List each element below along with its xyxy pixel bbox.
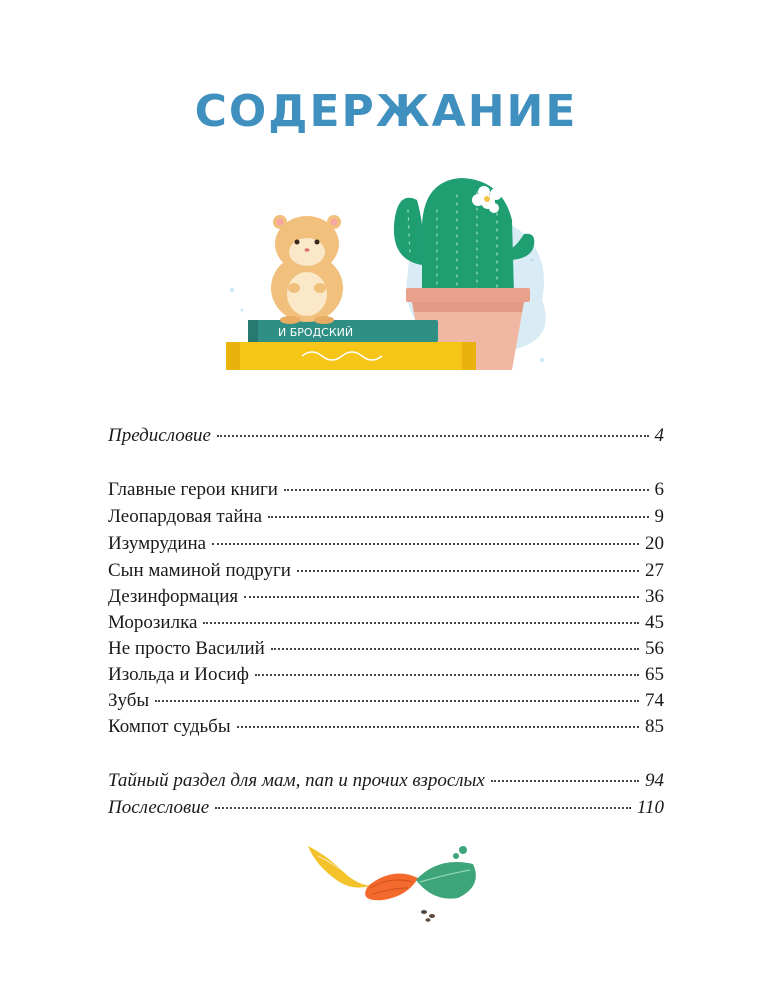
dot-leader	[212, 543, 639, 545]
toc-entry-chapter[interactable]	[108, 636, 664, 662]
toc-entry-page: 74	[645, 690, 664, 711]
toc-entry-label: Морозилка	[108, 612, 198, 633]
toc-entry-label: Предисловие	[108, 425, 211, 446]
book-spine-text: И БРОДСКИЙ	[278, 326, 354, 339]
toc-entry-outro[interactable]	[108, 795, 664, 821]
toc-entry-outro[interactable]	[108, 768, 664, 794]
toc-entry-page: 94	[645, 770, 664, 791]
toc-entry-chapter[interactable]	[108, 477, 664, 503]
page-title: СОДЕРЖАНИЕ	[194, 86, 578, 137]
toc-entry-page: 20	[645, 533, 664, 554]
dot-leader	[284, 489, 649, 491]
toc-entry-label: Изумрудина	[108, 533, 207, 554]
toc-entry-page: 9	[654, 506, 664, 527]
dot-leader	[268, 516, 648, 518]
toc-entry-chapter[interactable]	[108, 662, 664, 688]
toc-entry-page: 36	[645, 586, 664, 607]
toc-entry-page: 85	[645, 716, 664, 737]
hamster-icon	[271, 215, 343, 324]
toc-entry-chapter[interactable]	[108, 558, 664, 584]
toc-entry-page: 6	[654, 479, 664, 500]
seeds-icon	[421, 910, 435, 922]
toc-entry-page: 27	[645, 560, 664, 581]
toc-entry-page: 4	[654, 425, 664, 446]
toc-entry-label: Компот судьбы	[108, 716, 231, 737]
toc-entry-label: Изольда и Иосиф	[108, 664, 249, 685]
toc-entry-page: 56	[645, 638, 664, 659]
toc-entry-chapter[interactable]	[108, 504, 664, 530]
dot-leader	[255, 674, 639, 676]
dot-leader	[491, 780, 639, 782]
toc-entry-label: Зубы	[108, 690, 150, 711]
toc-entry-label: Тайный раздел для мам, пап и прочих взрослых	[108, 770, 485, 791]
leaf-icon	[416, 846, 476, 899]
dot-leader	[271, 648, 639, 650]
toc-entry-chapter[interactable]	[108, 610, 664, 636]
toc-entry-chapter[interactable]	[108, 714, 664, 740]
carrot-icon	[308, 846, 418, 900]
toc-entry-chapter[interactable]	[108, 531, 664, 557]
toc-entry-label: Послесловие	[108, 797, 210, 818]
toc-entry-label: Не просто Василий	[108, 638, 265, 659]
toc-entry-label: Главные герои книги	[108, 479, 278, 500]
toc-entry-page: 65	[645, 664, 664, 685]
dot-leader	[244, 596, 639, 598]
dot-leader	[297, 570, 639, 572]
toc-entry-label: Леопардовая тайна	[108, 506, 263, 527]
toc-entry-page: 110	[636, 797, 664, 818]
toc-entry-chapter[interactable]	[108, 584, 664, 610]
carrot-illustration	[298, 836, 498, 926]
dot-leader	[215, 807, 631, 809]
hamster-books-cactus-illustration	[212, 170, 562, 385]
dot-leader	[155, 700, 639, 702]
toc-entry-chapter[interactable]	[108, 688, 664, 714]
toc-entry-intro[interactable]	[108, 423, 664, 449]
toc-entry-page: 45	[645, 612, 664, 633]
dot-leader	[217, 435, 649, 437]
dot-leader	[203, 622, 639, 624]
dot-leader	[237, 726, 639, 728]
toc-entry-label: Дезинформация	[108, 586, 239, 607]
toc-entry-label: Сын маминой подруги	[108, 560, 291, 581]
